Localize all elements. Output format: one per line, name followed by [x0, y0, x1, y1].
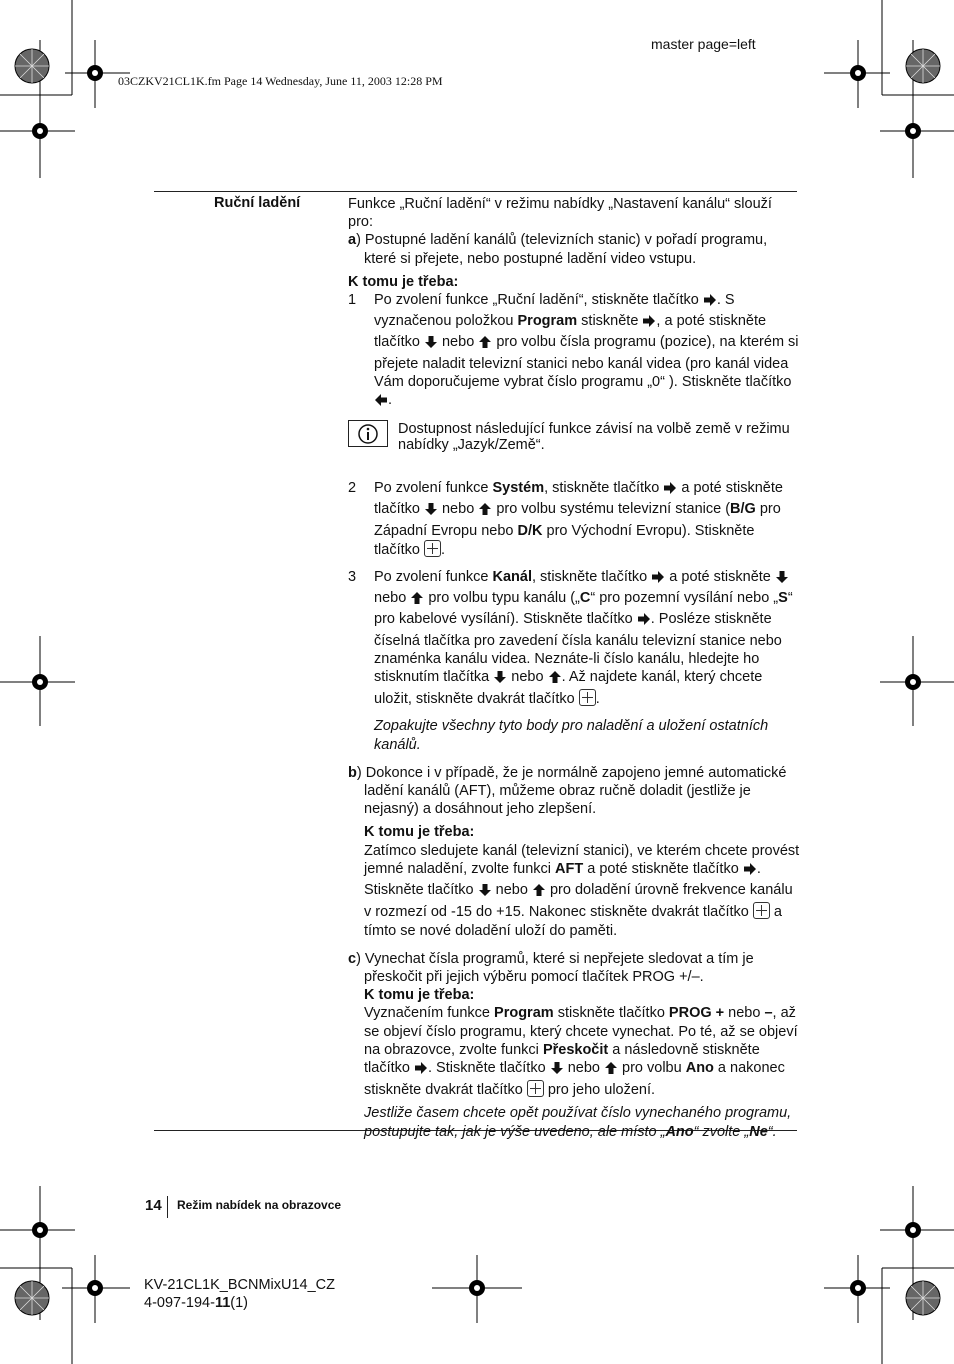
arrow-up-icon — [410, 591, 424, 610]
content-column — [348, 195, 800, 1141]
arrow-down-icon — [424, 502, 438, 521]
arrow-down-icon — [424, 335, 438, 354]
footer-divider — [167, 1196, 168, 1218]
arrow-right-icon — [414, 1061, 428, 1080]
section-label: Ruční ladění — [214, 195, 301, 211]
arrow-up-icon — [548, 670, 562, 689]
model-line-2: 4-097-194-11(1) — [144, 1295, 249, 1311]
arrow-left-icon — [374, 393, 388, 412]
arrow-right-icon — [642, 314, 656, 333]
arrow-up-icon — [532, 883, 546, 902]
item-c: c) Vynechat čísla programů, které si nepřejete sledovat a tím je přeskočit při jejich výběru pomocí tlačítek PROG +/–. — [348, 950, 754, 985]
ok-button-icon — [424, 540, 441, 557]
ok-button-icon — [527, 1080, 544, 1097]
arrow-right-icon — [651, 570, 665, 589]
page-number: 14 — [145, 1197, 162, 1214]
arrow-right-icon — [663, 481, 677, 500]
top-rule — [154, 191, 797, 192]
info-note: Dostupnost následující funkce závisí na volbě země v režimu nabídky „Jazyk/Země“. — [348, 420, 800, 453]
file-info-header: 03CZKV21CL1K.fm Page 14 Wednesday, June 11, 2003 12:28 PM — [118, 74, 443, 88]
b-howto-heading: K tomu je třeba: — [364, 824, 475, 841]
info-icon — [348, 420, 388, 447]
item-b: b) Dokonce i v případě, že je normálně zapojeno jemné automatické ladění kanálů (AFT), můžeme obraz ručně doladit (jestliže je nejasný) a dosáhnout jeho zlepšení. — [348, 764, 787, 818]
arrow-up-icon — [478, 502, 492, 521]
step-2: 2 Po zvolení funkce Systém, stiskněte tlačítko a poté stiskněte tlačítko nebo pro volbu systému televizní stanice (B/G pro Západní Evropu nebo D/K pro Východní Evropu). Stiskněte tlačítko . — [348, 480, 783, 558]
b-howto-text: Zatímco sledujete kanál (televizní stanici), ve kterém chcete provést jemné naladění, zvolte funkci AFT a poté stiskněte tlačítko . Stiskněte tlačítko nebo pro doladění úrovně frekvence kanálu v rozmezí od -15 do +15. Nakonec stiskněte dvakrát tlačítko a tímto se nové doladění uloží do paměti. — [364, 842, 800, 939]
ok-button-icon — [753, 902, 770, 919]
footer-section-title: Režim nabídek na obrazovce — [177, 1198, 342, 1212]
repeat-note: Zopakujte všechny tyto body pro naladění a uložení ostatních kanálů. — [374, 718, 769, 753]
model-info — [144, 1276, 335, 1312]
intro-text: Funkce „Ruční ladění“ v režimu nabídky „Nastavení kanálu“ slouží pro: — [348, 196, 772, 231]
howto-heading: K tomu je třeba: — [348, 273, 459, 290]
c-howto-text: Vyznačením funkce Program stiskněte tlačítko PROG + nebo –, až se objeví číslo programu, který chcete vynechat. Po té, až se objeví na obrazovce, zvolte funkci Přeskočit a následovně stiskněte tlačítko . Stiskněte tlačítko nebo pro volbu Ano a nakonec stiskněte dvakrát tlačítko pro jeho uložení. — [364, 1005, 798, 1099]
arrow-right-icon — [703, 293, 717, 312]
step-1: 1 Po zvolení funkce „Ruční ladění“, stiskněte tlačítko . S vyznačenou položkou Program stiskněte , a poté stiskněte tlačítko nebo pro volbu čísla programu (pozice), na kterém si přejete naladit televizní stanici nebo kanál videa (pro kanál videa Vám doporučujeme vybrat číslo programu „0“ ). Stiskněte tlačítko . — [348, 291, 800, 412]
arrow-right-icon — [637, 612, 651, 631]
c-italic-note: Jestliže časem chcete opět používat číslo vynechaného programu, postupujte tak, jak je výše uvedeno, ale místo „Ano“ zvolte „Ne“. — [364, 1105, 792, 1140]
arrow-right-icon — [743, 862, 757, 881]
model-line-1: KV-21CL1K_BCNMixU14_CZ — [144, 1277, 335, 1293]
arrow-down-icon — [478, 883, 492, 902]
master-page-label: master page=left — [651, 36, 756, 52]
arrow-down-icon — [550, 1061, 564, 1080]
ok-button-icon — [579, 689, 596, 706]
arrow-up-icon — [604, 1061, 618, 1080]
arrow-down-icon — [493, 670, 507, 689]
step-3: 3 Po zvolení funkce Kanál, stiskněte tlačítko a poté stiskněte nebo pro volbu typu kanálu („C“ pro pozemní vysílání nebo „S“ pro kabelové vysílání). Stiskněte tlačítko . Posléze stiskněte číselná tlačítka pro zavedení čísla kanálu televizní stanice nebo znaménka kanálu videa. Neznáte-li číslo kanálu, hledejte ho stisknutím tlačítka nebo . Až najdete kanál, který chcete uložit, stiskněte dvakrát tlačítko . — [348, 569, 793, 708]
item-a: a) Postupné ladění kanálů (televizních stanic) v pořadí programu, které si přejete, nebo postupné ladění video vstupu. — [348, 232, 768, 267]
arrow-down-icon — [775, 570, 789, 589]
arrow-up-icon — [478, 335, 492, 354]
c-howto-heading: K tomu je třeba: — [364, 987, 475, 1004]
